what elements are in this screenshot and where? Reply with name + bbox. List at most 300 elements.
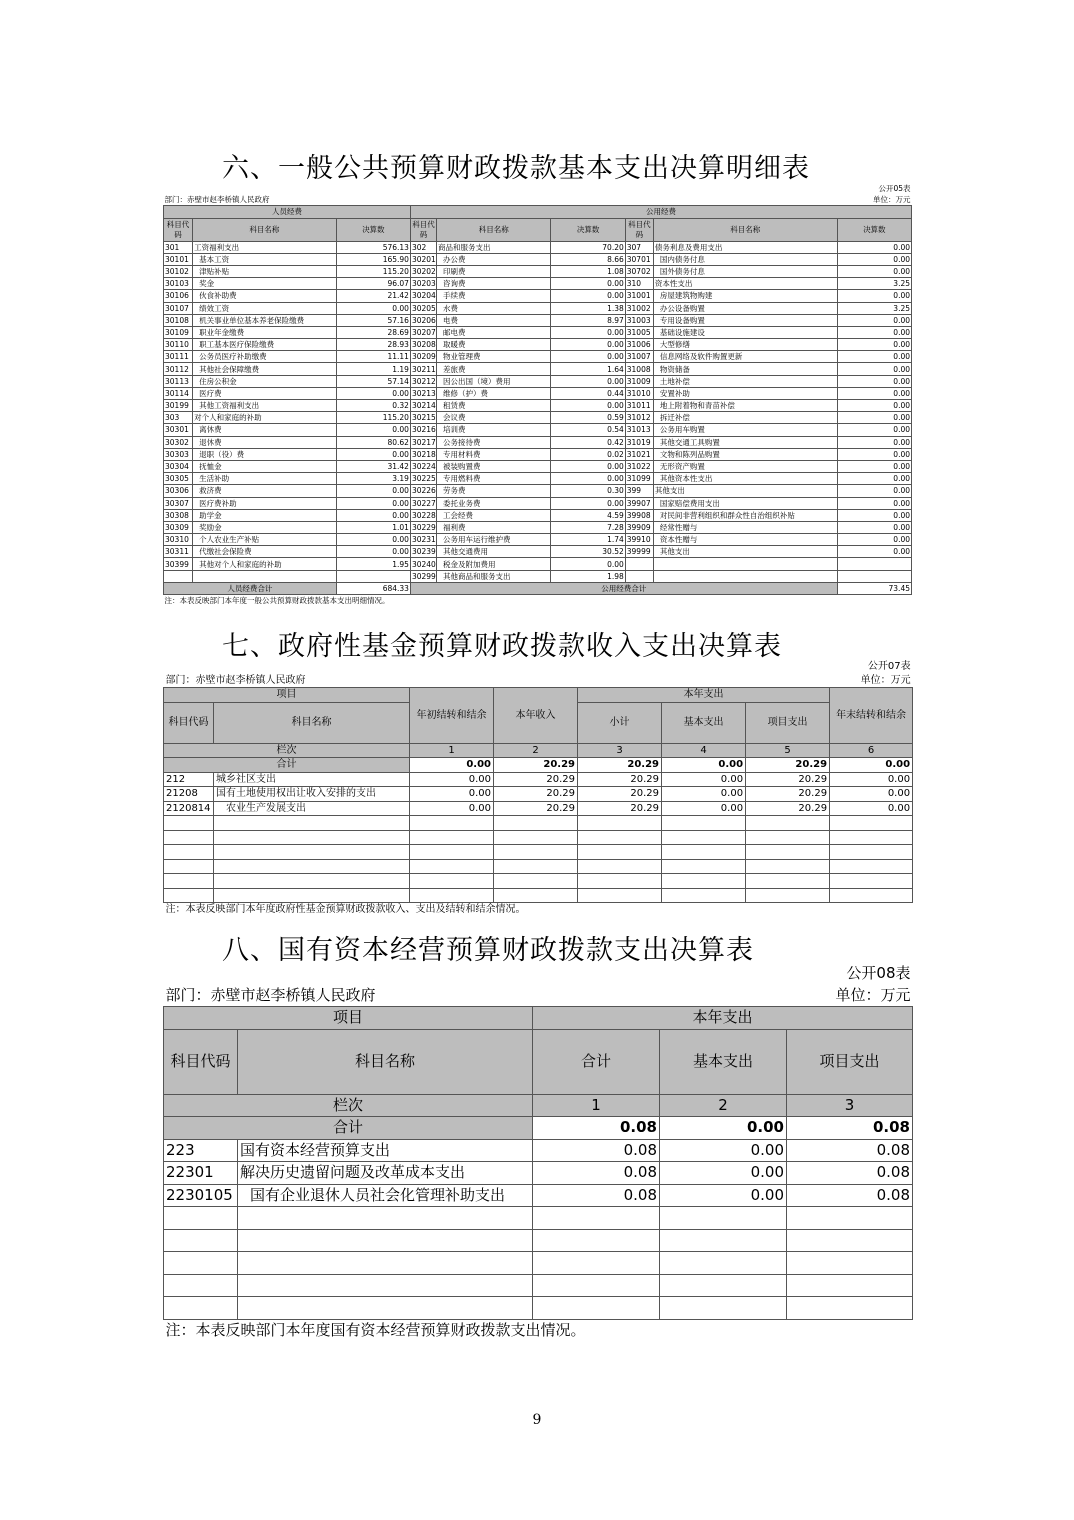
table6-cell: 1.95 [336,558,410,570]
table6-cell: 31007 [625,351,653,363]
table6-cell: 印刷费 [437,265,551,277]
table7-dept: 部门：赤壁市赵李桥镇人民政府 [165,674,306,686]
table6-header-amount: 决算数 [336,218,410,241]
table6-cell: 手续费 [437,290,551,302]
table6-cell: 30240 [411,559,436,569]
table6-cell: 税金及附加费用 [437,558,551,570]
table6-cell: 物资储备 [653,363,837,375]
table8-row-value: 0.08 [787,1139,913,1162]
table6-cell: 医疗费 [193,387,337,399]
table6-cell: 3.25 [837,278,911,290]
table6-cell: 0.00 [837,521,911,533]
table6-cell: 307 [625,241,653,253]
table6-cell: 0.00 [551,558,625,570]
table6-cell: 大型修缮 [653,339,837,351]
table-row [164,424,912,436]
table6-cell: 30110 [164,339,193,351]
table8-row-name: 国有资本经营预算支出 [238,1139,533,1162]
table6-cell: 31012 [625,412,653,424]
table8-empty-cell [787,1274,913,1297]
table-row [164,412,912,424]
table7-empty-cell [410,874,494,889]
table6-cell: 0.00 [336,485,410,497]
table6-cell: 31001 [625,290,653,302]
table6-cell: 30211 [411,364,436,374]
table6-cell [193,570,337,582]
table6-cell: 文物和陈列品购置 [653,448,837,460]
table8-row-name: 国有企业退休人员社会化管理补助支出 [238,1184,533,1207]
table7-col-num: 3 [578,743,662,758]
table-row [164,448,912,460]
table6-cell: 0.00 [336,497,410,509]
table8-empty-cell [533,1297,660,1320]
table-row [164,241,912,253]
table6-cell: 3.19 [336,473,410,485]
table6-unit: 单位：万元 [873,195,911,205]
table6-cell: 30112 [164,363,193,375]
table6-cell: 对个人和家庭的补助 [193,412,337,424]
table6-cell: 30114 [164,387,193,399]
table6-cell: 30239 [411,547,436,557]
table8-row-value: 0.00 [660,1139,787,1162]
table6-cell: 303 [164,412,193,424]
table8-total-cell: 0.00 [660,1117,787,1140]
table8-col-num: 3 [787,1094,913,1117]
table7-empty-cell [410,830,494,845]
table6-cell: 培训费 [437,424,551,436]
table8-total-cell: 0.08 [787,1117,913,1140]
table-row-empty [164,1274,913,1297]
table6-cell: 医疗费补助 [193,497,337,509]
table7-row-name: 国有土地使用权出让收入安排的支出 [214,787,410,802]
table6-cell: 30103 [164,278,193,290]
table7-empty-cell [494,874,578,889]
table6-cell: 0.00 [837,241,911,253]
table-row [164,534,912,546]
table6-code: 公开05表 [878,184,911,194]
table6-cell: 0.00 [551,351,625,363]
table7-empty-cell [410,859,494,874]
table7-empty-cell [662,859,746,874]
table6-cell: 资本性赠与 [653,534,837,546]
table6-cell: 30304 [164,460,193,472]
table7-col-num: 1 [410,743,494,758]
table7-empty-cell [578,859,662,874]
table6-cell: 80.62 [336,436,410,448]
table7-header-expense: 本年支出 [578,688,830,703]
table6-cell: 工会经费 [437,509,551,521]
table6-cell: 其他对个人和家庭的补助 [193,558,337,570]
table6-cell: 0.00 [551,326,625,338]
table6-cell: 70.20 [551,241,625,253]
table6-cell: 抚恤金 [193,460,337,472]
table6-cell: 其他支出 [653,546,837,558]
table6-cell: 39910 [625,534,653,546]
table7-empty-cell [662,816,746,831]
table7-empty-cell [578,874,662,889]
table6-cell: 因公出国（境）费用 [437,375,551,387]
table6-cell: 57.14 [336,375,410,387]
table7-header-basic: 基本支出 [662,702,746,743]
table7-row-name: 城乡社区支出 [214,772,410,787]
table6-cell: 31008 [625,363,653,375]
table8-row-value: 0.08 [533,1184,660,1207]
table-row [164,787,913,802]
table7-empty-cell [746,888,830,903]
table6-cell: 30226 [411,486,436,496]
table7-total-cell: 0.00 [410,758,494,773]
table7-empty-cell [830,816,913,831]
table8-header-expense: 本年支出 [533,1007,913,1030]
table6-cell: 39999 [625,546,653,558]
table7-note: 注：本表反映部门本年度政府性基金预算财政拨款收入、支出及结转和结余情况。 [165,904,526,916]
table-row-empty [164,1252,913,1275]
table6-cell: 0.00 [837,546,911,558]
table7-col-num: 5 [746,743,830,758]
table6-cell: 租赁费 [437,400,551,412]
table6-cell: 8.66 [551,253,625,265]
table6-cell: 1.74 [551,534,625,546]
table6-cell: 31010 [625,387,653,399]
table8-row-code: 22301 [164,1162,238,1185]
table7-row-value: 0.00 [662,772,746,787]
table7-header-code: 科目代码 [164,702,214,743]
table6-cell: 30215 [411,413,436,423]
table6-cell: 0.30 [551,485,625,497]
table8-unit: 单位：万元 [835,985,911,1004]
table6-cell: 31.42 [336,460,410,472]
table-row [164,290,912,302]
table6-cell: 房屋建筑物购建 [653,290,837,302]
table6-cell: 劳务费 [437,485,551,497]
table-row [164,1139,913,1162]
table8-code: 公开08表 [846,964,911,983]
table7-empty-cell [830,859,913,874]
table7-row-value: 20.29 [494,772,578,787]
table-row [164,509,912,521]
table7-row-value: 0.00 [830,787,913,802]
table6-cell: 0.44 [551,387,625,399]
table-row [164,772,913,787]
table8-header-total: 合计 [533,1029,660,1094]
table6-cell: 0.00 [837,265,911,277]
table6-cell: 0.00 [837,387,911,399]
table6-cell: 28.93 [336,339,410,351]
table6-cell: 0.00 [551,473,625,485]
table6-cell: 救济费 [193,485,337,497]
table7-col-label: 栏次 [164,743,410,758]
table7-unit: 单位：万元 [860,674,911,686]
table6-cell: 30205 [411,303,436,313]
table8-empty-cell [787,1252,913,1275]
table-row [164,278,912,290]
table6-header-amount: 决算数 [551,218,625,241]
table6-cell: 30108 [164,314,193,326]
table6-cell: 土地补偿 [653,375,837,387]
table7-empty-cell [662,888,746,903]
table6-cell: 0.00 [837,460,911,472]
table-row [164,1184,913,1207]
table6-cell [653,558,837,570]
table-row [164,558,912,570]
table6-cell: 伙食补助费 [193,290,337,302]
table6-cell [625,570,653,582]
table6-cell: 会议费 [437,412,551,424]
table6-cell: 30301 [164,424,193,436]
table7-empty-cell [830,888,913,903]
table7-total-cell: 20.29 [578,758,662,773]
table7-empty-cell [214,830,410,845]
table6-cell: 职业年金缴费 [193,326,337,338]
table6 [163,183,912,606]
table6-header-code: 科目代码 [164,218,193,241]
table7-header-name: 科目名称 [214,702,410,743]
table8-empty-cell [660,1297,787,1320]
table-row [164,497,912,509]
table7-row-value: 0.00 [410,772,494,787]
table6-cell: 办公设备购置 [653,302,837,314]
table6-cell [837,558,911,570]
table6-cell: 30204 [411,291,436,301]
table8-header-item: 项目 [164,1007,533,1030]
table6-cell: 0.00 [336,509,410,521]
table6-cell: 0.00 [336,387,410,399]
table6-cell: 物业管理费 [437,351,551,363]
table6-cell: 0.00 [336,534,410,546]
table6-cell: 30111 [164,351,193,363]
table8-row-value: 0.08 [787,1162,913,1185]
table6-cell: 31021 [625,448,653,460]
table6-cell: 其他交通费用 [437,546,551,558]
table8-empty-cell [533,1229,660,1252]
table7-empty-cell [214,816,410,831]
table7-empty-cell [494,830,578,845]
table8 [163,963,913,1341]
table7-row-name: 农业生产发展支出 [214,801,410,816]
table6-total-personnel-label: 人员经费合计 [164,582,337,594]
table7-empty-cell [662,830,746,845]
table6-cell: 邮电费 [437,326,551,338]
table7-empty-cell [410,816,494,831]
table6-cell: 商品和服务支出 [437,241,551,253]
table7-header-project: 项目支出 [746,702,830,743]
table7-col-num: 2 [494,743,578,758]
table8-row-value: 0.00 [660,1162,787,1185]
table6-cell: 其他社会保障缴费 [193,363,337,375]
table6-cell: 30218 [411,449,436,459]
table-row-empty [164,1229,913,1252]
table6-cell: 30306 [164,485,193,497]
table7-total-label: 合计 [164,758,410,773]
table7-empty-cell [578,845,662,860]
table8-col-label: 栏次 [164,1094,533,1117]
table-row-empty [164,859,913,874]
table6-note: 注：本表反映部门本年度一般公共预算财政拨款基本支出明细情况。 [164,596,390,606]
table6-cell: 30229 [411,522,436,532]
table6-cell: 电费 [437,314,551,326]
table6-cell: 0.00 [336,546,410,558]
table6-cell: 0.00 [837,351,911,363]
table6-cell: 0.00 [336,424,410,436]
table6-cell: 30305 [164,473,193,485]
table6-cell: 0.00 [837,485,911,497]
table6-cell: 30228 [411,510,436,520]
table6-cell: 0.00 [837,473,911,485]
table7-row-value: 20.29 [494,787,578,802]
table6-cell: 30309 [164,521,193,533]
table8-empty-cell [164,1252,238,1275]
table6-header-name: 科目名称 [653,218,837,241]
table6-cell: 维修（护）费 [437,387,551,399]
table8-empty-cell [238,1252,533,1275]
table6-cell: 离休费 [193,424,337,436]
table7-row-value: 20.29 [578,787,662,802]
table7-row-value: 20.29 [746,801,830,816]
table6-cell: 30231 [411,535,436,545]
table6-cell: 0.00 [837,448,911,460]
table-row-empty [164,830,913,845]
table-row-empty [164,845,913,860]
table7-row-code: 212 [164,772,214,787]
table7-row-value: 20.29 [746,772,830,787]
table-row [164,375,912,387]
table6-cell: 30199 [164,400,193,412]
table8-total-cell: 0.08 [533,1117,660,1140]
table6-cell: 0.00 [336,302,410,314]
table8-row-code: 223 [164,1139,238,1162]
table6-cell: 30216 [411,425,436,435]
table8-empty-cell [164,1207,238,1230]
table6-cell: 1.08 [551,265,625,277]
table6-cell: 委托业务费 [437,497,551,509]
table6-cell: 0.59 [551,412,625,424]
table6-cell: 30227 [411,498,436,508]
table6-cell: 助学金 [193,509,337,521]
table6-cell: 代缴社会保险费 [193,546,337,558]
table6-cell: 30308 [164,509,193,521]
table6-cell: 资本性支出 [653,278,837,290]
table6-cell: 30307 [164,497,193,509]
table6-cell: 1.98 [551,570,625,582]
table6-cell: 工资福利支出 [193,241,337,253]
table6-cell: 公务用车运行维护费 [437,534,551,546]
table6-total-personnel: 684.33 [336,582,410,594]
table6-cell: 96.07 [336,278,410,290]
table-row-empty [164,888,913,903]
table7-header-end: 年末结转和结余 [830,688,913,744]
table8-empty-cell [238,1207,533,1230]
table-row [164,473,912,485]
table7-empty-cell [494,888,578,903]
table7-empty-cell [214,859,410,874]
table7-row-value: 0.00 [662,801,746,816]
table7-row-value: 0.00 [662,787,746,802]
table7-empty-cell [746,816,830,831]
table8-empty-cell [660,1252,787,1275]
table6-cell: 8.97 [551,314,625,326]
table6-cell: 其他支出 [653,485,837,497]
table8-empty-cell [787,1297,913,1320]
table8-empty-cell [787,1229,913,1252]
table7-empty-cell [214,845,410,860]
table6-cell: 30299 [411,571,436,581]
table6-header-code: 科目代码 [625,218,653,241]
table7-row-value: 20.29 [578,801,662,816]
table6-cell: 302 [410,241,436,253]
table6-cell: 1.19 [336,363,410,375]
table6-cell: 0.42 [551,436,625,448]
table6-cell: 1.01 [336,521,410,533]
table8-header-basic: 基本支出 [660,1029,787,1094]
table8-header-name: 科目名称 [238,1029,533,1094]
table6-cell: 165.90 [336,253,410,265]
table6-cell: 31022 [625,460,653,472]
table-row [164,570,912,582]
table-row-empty [164,1207,913,1230]
table8-empty-cell [787,1207,913,1230]
table8-col-num: 2 [660,1094,787,1117]
table6-cell: 0.00 [551,290,625,302]
table6-cell: 30106 [164,290,193,302]
table6-cell: 0.00 [837,326,911,338]
table8-empty-cell [660,1274,787,1297]
table7-row-code: 21208 [164,787,214,802]
table7-empty-cell [830,874,913,889]
table7-empty-cell [164,830,214,845]
table7-col-num: 6 [830,743,913,758]
table6-cell: 信息网络及软件购置更新 [653,351,837,363]
table7-code: 公开07表 [867,661,911,673]
table6-cell [164,570,193,582]
table6-cell: 0.00 [551,400,625,412]
table8-empty-cell [164,1297,238,1320]
table-row-empty [164,1297,913,1320]
table6-cell [625,558,653,570]
table6-cell: 津贴补贴 [193,265,337,277]
table6-cell: 0.00 [837,363,911,375]
table7-empty-cell [164,845,214,860]
table8-row-name: 解决历史遗留问题及改革成本支出 [238,1162,533,1185]
table7-total-cell: 0.00 [662,758,746,773]
table6-cell [336,570,410,582]
table6-total-public: 73.45 [837,582,911,594]
table6-cell: 30102 [164,265,193,277]
table7-total-cell: 20.29 [746,758,830,773]
table6-cell: 0.00 [837,314,911,326]
table6-cell: 30399 [164,558,193,570]
table-row [164,351,912,363]
table7-empty-cell [494,845,578,860]
table8-empty-cell [660,1229,787,1252]
table6-cell: 0.00 [837,400,911,412]
table7-row-value: 0.00 [830,801,913,816]
table6-cell: 退职（役）费 [193,448,337,460]
table6-cell: 3.25 [837,302,911,314]
table8-empty-cell [533,1274,660,1297]
table8-empty-cell [533,1252,660,1275]
table6-cell: 0.00 [551,497,625,509]
table6-cell: 4.59 [551,509,625,521]
table6-cell: 国内债务付息 [653,253,837,265]
table-row [164,460,912,472]
table7-total-cell: 20.29 [494,758,578,773]
table7-empty-cell [214,888,410,903]
table6-cell: 0.00 [837,253,911,265]
table6-cell: 30113 [164,375,193,387]
table6-cell: 公务用车购置 [653,424,837,436]
table6-cell: 经常性赠与 [653,521,837,533]
table8-empty-cell [533,1207,660,1230]
